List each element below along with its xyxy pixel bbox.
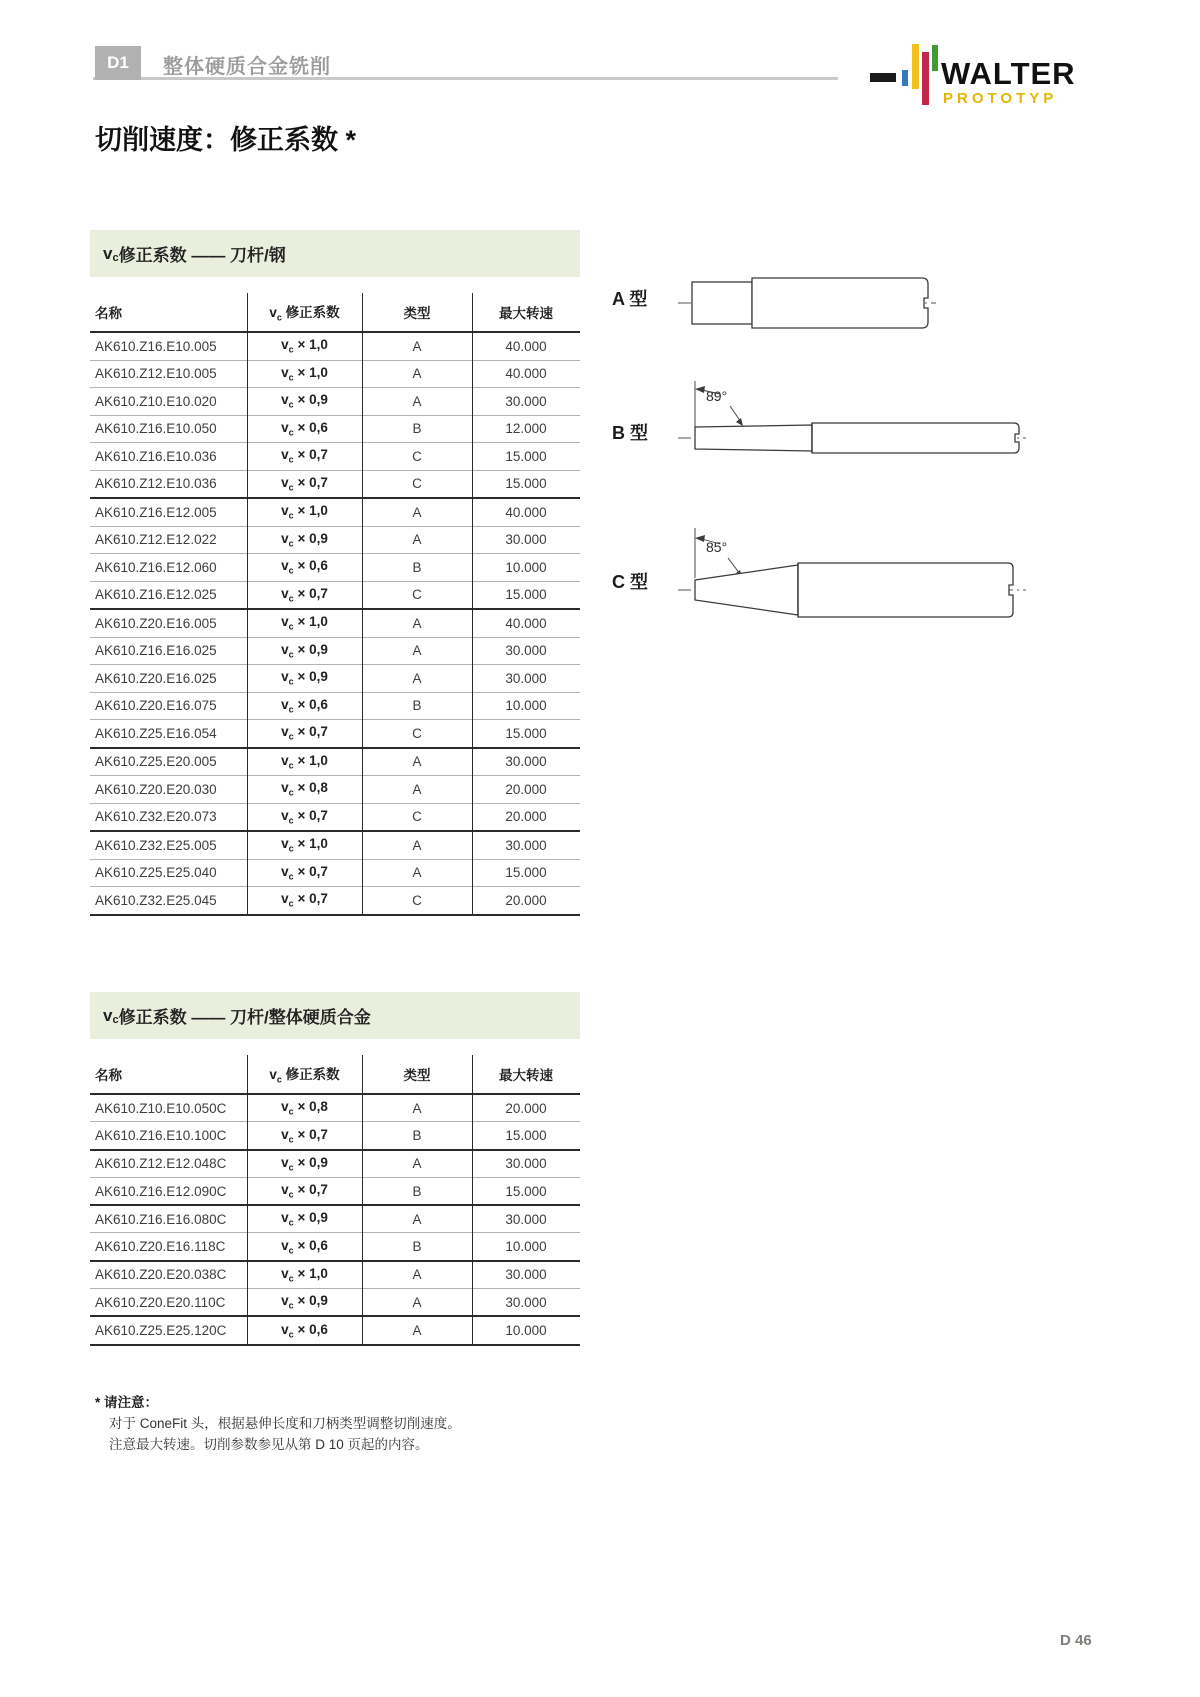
tool-name: AK610.Z20.E16.118C — [95, 1239, 226, 1255]
table-row — [90, 1289, 580, 1317]
column-header: 名称 — [95, 1068, 122, 1083]
max-speed: 30.000 — [505, 1267, 547, 1283]
max-speed: 12.000 — [505, 421, 547, 437]
table-body — [90, 333, 580, 916]
shank-type: A — [412, 338, 422, 354]
table-row — [90, 665, 580, 693]
column-divider — [472, 1055, 473, 1346]
tool-name: AK610.Z20.E16.025 — [95, 670, 217, 686]
page-title: 切削速度：修正系数 * — [95, 125, 357, 155]
vc-factor: $v_c \times 0,7$ — [281, 1182, 328, 1200]
column-divider — [362, 293, 363, 916]
type-b-label: B 型 — [612, 423, 648, 443]
table-row — [90, 832, 580, 860]
table-header-row — [90, 1055, 580, 1095]
logo-bar-blue-icon — [902, 70, 908, 86]
vc-factor: $v_c \times 0,7$ — [281, 807, 328, 826]
tool-name: AK610.Z25.E25.040 — [95, 865, 217, 881]
max-speed: 40.000 — [505, 504, 547, 520]
table-row — [90, 388, 580, 416]
tool-name: AK610.Z20.E20.038C — [95, 1267, 227, 1283]
table-carbide-shank — [90, 992, 580, 1346]
vc-factor: $v_c \times 0,9$ — [281, 1154, 328, 1173]
section-title: 整体硬质合金铣削 — [163, 56, 331, 78]
shank-type: C — [412, 892, 422, 908]
angle-label: 89° — [706, 388, 728, 404]
max-speed: 30.000 — [505, 393, 547, 409]
tool-name: AK610.Z20.E20.110C — [95, 1294, 226, 1310]
vc-factor: $v_c \times 1,0$ — [281, 836, 328, 855]
table-row — [90, 860, 580, 888]
logo-brand-text: WALTER — [941, 56, 1076, 91]
table-body — [90, 1095, 580, 1346]
vc-factor: $v_c \times 1,0$ — [281, 752, 328, 771]
table-row — [90, 887, 580, 916]
vc-factor: $v_c \times 0,6$ — [281, 1321, 328, 1340]
vc-factor: $v_c \times 1,0$ — [281, 503, 328, 522]
tool-name: AK610.Z16.E10.050 — [95, 421, 217, 437]
vc-factor: $v_c \times 0,7$ — [281, 585, 328, 604]
table-row — [90, 333, 580, 361]
vc-factor: $v_c \times 1,0$ — [281, 364, 328, 383]
tool-name: AK610.Z20.E16.075 — [95, 698, 217, 714]
vc-factor: $v_c \times 0,6$ — [281, 1237, 328, 1256]
banner-symbol-sub: c — [112, 1014, 119, 1026]
tool-name: AK610.Z16.E16.025 — [95, 643, 217, 659]
tool-name: AK610.Z25.E25.120C — [95, 1323, 227, 1339]
shank-type: A — [412, 1323, 422, 1339]
table-row — [90, 638, 580, 666]
vc-factor: $v_c \times 1,0$ — [281, 1266, 328, 1284]
vc-factor: $v_c \times 0,9$ — [281, 641, 328, 660]
footnote-line: 对于 ConeFit 头，根据悬伸长度和刀柄类型调整切削速度。 — [109, 1416, 461, 1431]
tool-name: AK610.Z10.E10.020 — [95, 393, 217, 409]
tool-name: AK610.Z16.E12.025 — [95, 587, 217, 603]
shank-type: A — [412, 865, 422, 881]
max-speed: 30.000 — [505, 1156, 547, 1172]
shank-type: A — [412, 1267, 422, 1283]
table-row — [90, 804, 580, 833]
tool-name: AK610.Z20.E16.005 — [95, 615, 217, 631]
banner-title: 修正系数 —— 刀杆/钢 — [118, 246, 286, 265]
type-c-label: C 型 — [612, 572, 648, 592]
max-speed: 15.000 — [505, 587, 547, 603]
column-header: 最大转速 — [499, 306, 553, 321]
max-speed: 20.000 — [505, 1100, 547, 1116]
table-row — [90, 443, 580, 471]
table-header-row — [90, 293, 580, 333]
shank-type: B — [412, 1183, 422, 1199]
vc-factor: $v_c \times 0,6$ — [281, 558, 328, 577]
tool-name: AK610.Z12.E12.022 — [95, 532, 217, 548]
shank-type: A — [412, 532, 422, 548]
tool-name: AK610.Z25.E20.005 — [95, 754, 217, 770]
shank-type: A — [412, 393, 422, 409]
shank-type: A — [412, 366, 422, 382]
tool-name: AK610.Z12.E12.048C — [95, 1156, 227, 1172]
shank-type: A — [412, 1294, 422, 1310]
shank-type: A — [412, 615, 422, 631]
column-header: 类型 — [403, 306, 431, 321]
shank-type: A — [412, 1100, 422, 1116]
vc-factor: $v_c \times 1,0$ — [281, 614, 328, 633]
tool-name: AK610.Z12.E10.005 — [95, 366, 217, 382]
table-row — [90, 527, 580, 555]
vc-factor: $v_c \times 0,7$ — [281, 474, 328, 493]
tool-name: AK610.Z12.E10.036 — [95, 476, 217, 492]
logo-bar-green-icon — [932, 45, 938, 71]
shank-type: A — [412, 670, 422, 686]
max-speed: 30.000 — [505, 643, 547, 659]
max-speed: 30.000 — [505, 837, 547, 853]
vc-factor: $v_c \times 0,7$ — [281, 724, 328, 743]
shank-type: A — [412, 837, 422, 853]
table-row — [90, 361, 580, 389]
shank-type: A — [412, 504, 422, 520]
table-row — [90, 554, 580, 582]
footnote-line: 注意最大转速。切削参数参见从第 D 10 页起的内容。 — [109, 1437, 429, 1452]
tool-name: AK610.Z16.E12.060 — [95, 559, 217, 575]
max-speed: 10.000 — [505, 559, 547, 575]
max-speed: 20.000 — [505, 781, 547, 797]
banner-title: 修正系数 —— 刀杆/整体硬质合金 — [118, 1008, 371, 1027]
max-speed: 15.000 — [505, 476, 547, 492]
shank-type: A — [412, 754, 422, 770]
banner-symbol-sub: c — [112, 252, 119, 264]
max-speed: 30.000 — [505, 754, 547, 770]
column-divider — [247, 293, 248, 916]
banner-symbol: v — [103, 1005, 113, 1025]
tool-name: AK610.Z16.E12.005 — [95, 504, 217, 520]
shank-type: B — [412, 421, 422, 437]
table-row — [90, 416, 580, 444]
column-header: $v_c$ 修正系数 — [269, 1067, 340, 1085]
max-speed: 10.000 — [505, 1323, 547, 1339]
shank-type: B — [412, 1127, 422, 1143]
vc-factor: $v_c \times 0,7$ — [281, 863, 328, 882]
tool-name: AK610.Z16.E12.090C — [95, 1183, 227, 1199]
walter-prototyp-logo — [868, 40, 1148, 112]
table-row — [90, 1317, 580, 1345]
page-number: D 46 — [1060, 1632, 1092, 1649]
shank-type: B — [412, 559, 422, 575]
type-b-diagram — [676, 375, 1028, 460]
type-a-diagram — [676, 272, 938, 334]
shank-type: B — [412, 698, 422, 714]
table-row — [90, 749, 580, 777]
vc-factor: $v_c \times 0,7$ — [281, 891, 328, 910]
table-steel-shank — [90, 230, 580, 916]
shank-type: B — [412, 1239, 422, 1255]
tool-name: AK610.Z16.E10.100C — [95, 1127, 227, 1143]
max-speed: 40.000 — [505, 366, 547, 382]
max-speed: 20.000 — [505, 892, 547, 908]
angle-label: 85° — [706, 539, 728, 555]
max-speed: 30.000 — [505, 1294, 547, 1310]
column-divider — [362, 1055, 363, 1346]
shank-type: A — [412, 1156, 422, 1172]
shank-type: C — [412, 725, 422, 741]
vc-factor: $v_c \times 0,8$ — [281, 780, 328, 799]
banner-symbol: v — [103, 243, 113, 263]
table-row — [90, 776, 580, 804]
logo-subbrand-text: PROTOTYP — [943, 90, 1058, 107]
max-speed: 30.000 — [505, 532, 547, 548]
section-code-badge — [95, 46, 141, 80]
table-row — [90, 1095, 580, 1122]
tool-name: AK610.Z32.E25.045 — [95, 892, 217, 908]
tool-name: AK610.Z16.E10.036 — [95, 448, 217, 464]
column-header: 类型 — [403, 1068, 431, 1083]
max-speed: 15.000 — [505, 725, 547, 741]
section-code: D1 — [107, 53, 129, 72]
tool-name: AK610.Z32.E20.073 — [95, 809, 217, 825]
tool-name: AK610.Z25.E16.054 — [95, 725, 217, 741]
tool-name: AK610.Z16.E16.080C — [95, 1211, 227, 1227]
column-divider — [247, 1055, 248, 1346]
vc-factor: $v_c \times 0,9$ — [281, 669, 328, 688]
vc-factor: $v_c \times 0,8$ — [281, 1099, 328, 1117]
column-divider — [472, 293, 473, 916]
column-header: 名称 — [95, 306, 122, 321]
type-a-label: A 型 — [612, 289, 648, 309]
vc-factor: $v_c \times 0,9$ — [281, 1210, 328, 1229]
table-row — [90, 1262, 580, 1289]
table-row — [90, 1122, 580, 1150]
vc-factor: $v_c \times 0,6$ — [281, 419, 328, 438]
tool-name: AK610.Z16.E10.005 — [95, 338, 217, 354]
vc-factor: $v_c \times 0,9$ — [281, 392, 328, 411]
max-speed: 20.000 — [505, 809, 547, 825]
footnote — [95, 1392, 461, 1455]
table-row — [90, 1151, 580, 1178]
shank-type: A — [412, 643, 422, 659]
vc-factor: $v_c \times 0,6$ — [281, 696, 328, 715]
type-c-diagram — [676, 520, 1028, 620]
max-speed: 30.000 — [505, 670, 547, 686]
table-row — [90, 582, 580, 611]
max-speed: 15.000 — [505, 1127, 547, 1143]
vc-factor: $v_c \times 1,0$ — [281, 337, 328, 356]
max-speed: 15.000 — [505, 448, 547, 464]
table-row — [90, 1206, 580, 1233]
max-speed: 40.000 — [505, 615, 547, 631]
max-speed: 10.000 — [505, 698, 547, 714]
shank-type: A — [412, 1211, 422, 1227]
tool-name: AK610.Z32.E25.005 — [95, 837, 217, 853]
table-row — [90, 610, 580, 638]
tool-name: AK610.Z10.E10.050C — [95, 1100, 227, 1116]
tool-name: AK610.Z20.E20.030 — [95, 781, 217, 797]
footnote-title: * 请注意： — [95, 1395, 159, 1410]
vc-factor: $v_c \times 0,9$ — [281, 1293, 328, 1312]
table-banner — [90, 230, 580, 277]
table-row — [90, 720, 580, 749]
table-row — [90, 499, 580, 527]
shank-type: C — [412, 448, 422, 464]
table-row — [90, 1178, 580, 1206]
shank-type: C — [412, 587, 422, 603]
table-row — [90, 1233, 580, 1261]
shank-type: C — [412, 476, 422, 492]
vc-factor: $v_c \times 0,7$ — [281, 447, 328, 466]
column-header: $v_c$ 修正系数 — [269, 305, 340, 323]
max-speed: 30.000 — [505, 1211, 547, 1227]
logo-bar-red-icon — [922, 52, 929, 105]
table-row — [90, 471, 580, 500]
table-row — [90, 693, 580, 721]
max-speed: 15.000 — [505, 865, 547, 881]
shank-type: A — [412, 781, 422, 797]
max-speed: 10.000 — [505, 1239, 547, 1255]
table-banner — [90, 992, 580, 1039]
shank-type: C — [412, 809, 422, 825]
vc-factor: $v_c \times 0,7$ — [281, 1126, 328, 1145]
logo-bar-yellow-icon — [912, 44, 919, 89]
logo-dash-icon — [870, 73, 896, 82]
column-header: 最大转速 — [499, 1068, 553, 1083]
vc-factor: $v_c \times 0,9$ — [281, 530, 328, 549]
max-speed: 15.000 — [505, 1183, 547, 1199]
max-speed: 40.000 — [505, 338, 547, 354]
